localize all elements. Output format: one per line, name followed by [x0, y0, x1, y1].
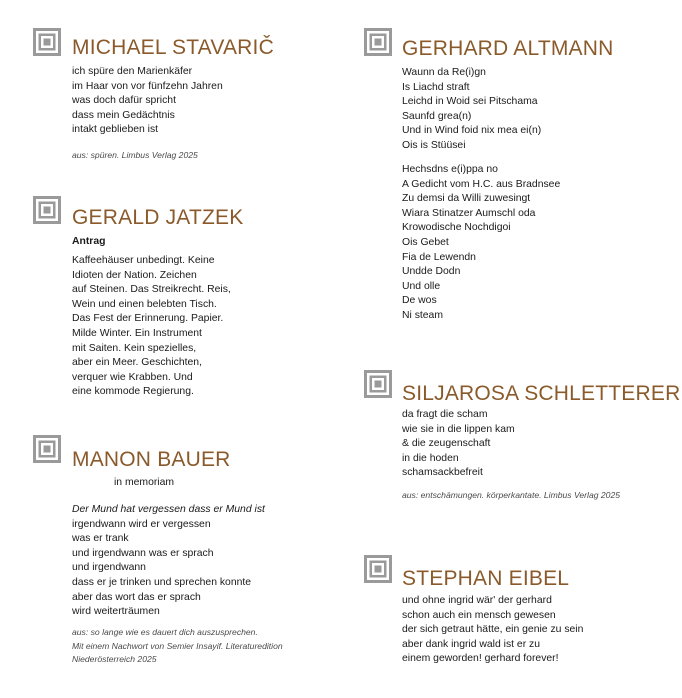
poem-text: ich spüre den Marienkäfer im Haar von vor fünfzehn Jahren was doch dafür spricht dass mein Gedächtnis intakt geblieben ist [72, 66, 223, 136]
poem-text: da fragt die scham wie sie in die lippen kam & die zeugenschaft in die hoden schamsackbefreit [402, 409, 515, 479]
poem-text: Kaffeehäuser unbedingt. Keine Idioten der Nation. Zeichen auf Steinen. Das Streikrecht. Reis, Wein und einen belebten Tisch. Das Fest der Erinnerung. Papier. Milde Winter. Ein Instrument mit Saiten. Kein spezielles, aber ein Meer. Geschichten, verquer wie Krabben. Und eine kommode Regierung. [72, 255, 231, 398]
poem-text: und ohne ingrid wär' der gerhard schon auch ein mensch gewesen der sich getraut hätte, ein genie zu sein aber dank ingrid wald ist er zu einem geworden! gerhard forever! [402, 595, 584, 665]
author-name: STEPHAN EIBEL [402, 567, 570, 590]
author-name: MICHAEL STAVARIČ [72, 36, 274, 59]
poem-stanza-1: Waunn da Re(i)gn Is Liachd straft Leichd in Woid sei Pitschama Saunfd grea(n) Und in Wind foid nix mea ei(n) Ois is Stüüsei [402, 67, 542, 151]
source-citation: aus: entschämungen. körperkantate. Limbus Verlag 2025 [402, 490, 621, 500]
nested-squares-icon [33, 28, 61, 56]
author-name: SILJAROSA SCHLETTERER [402, 382, 681, 405]
poem-text: Der Mund hat vergessen dass er Mund ist irgendwann wird er vergessen was er trank und irgendwann was er sprach und irgendwann dass er je trinken und sprechen konnte aber das wort das er sprach wird weiterträumen [72, 504, 265, 618]
source-citation: aus: so lange wie es dauert dich auszusprechen. Mit einem Nachwort von Semier Insayif. Literaturedition Niederösterreich 2025 [72, 627, 283, 664]
source-citation: aus: spüren. Limbus Verlag 2025 [72, 150, 198, 160]
nested-squares-icon [364, 28, 392, 56]
poem-title: Antrag [72, 236, 106, 247]
poem-stanza-2: Hechsdns e(i)ppa no A Gedicht vom H.C. aus Bradnsee Zu demsi da Willi zuwesingt Wiara Stinatzer Aumschl oda Krowodische Nochdigoi Ois Gebet Fia de Lewendn Undde Dodn Und olle De wos Ni steam [402, 164, 561, 321]
author-name: GERHARD ALTMANN [402, 37, 614, 60]
nested-squares-icon [364, 555, 392, 583]
author-name: MANON BAUER [72, 448, 231, 471]
dedication: in memoriam [114, 477, 175, 488]
nested-squares-icon [33, 435, 61, 463]
nested-squares-icon [364, 370, 392, 398]
nested-squares-icon [33, 196, 61, 224]
author-name: GERALD JATZEK [72, 206, 244, 229]
